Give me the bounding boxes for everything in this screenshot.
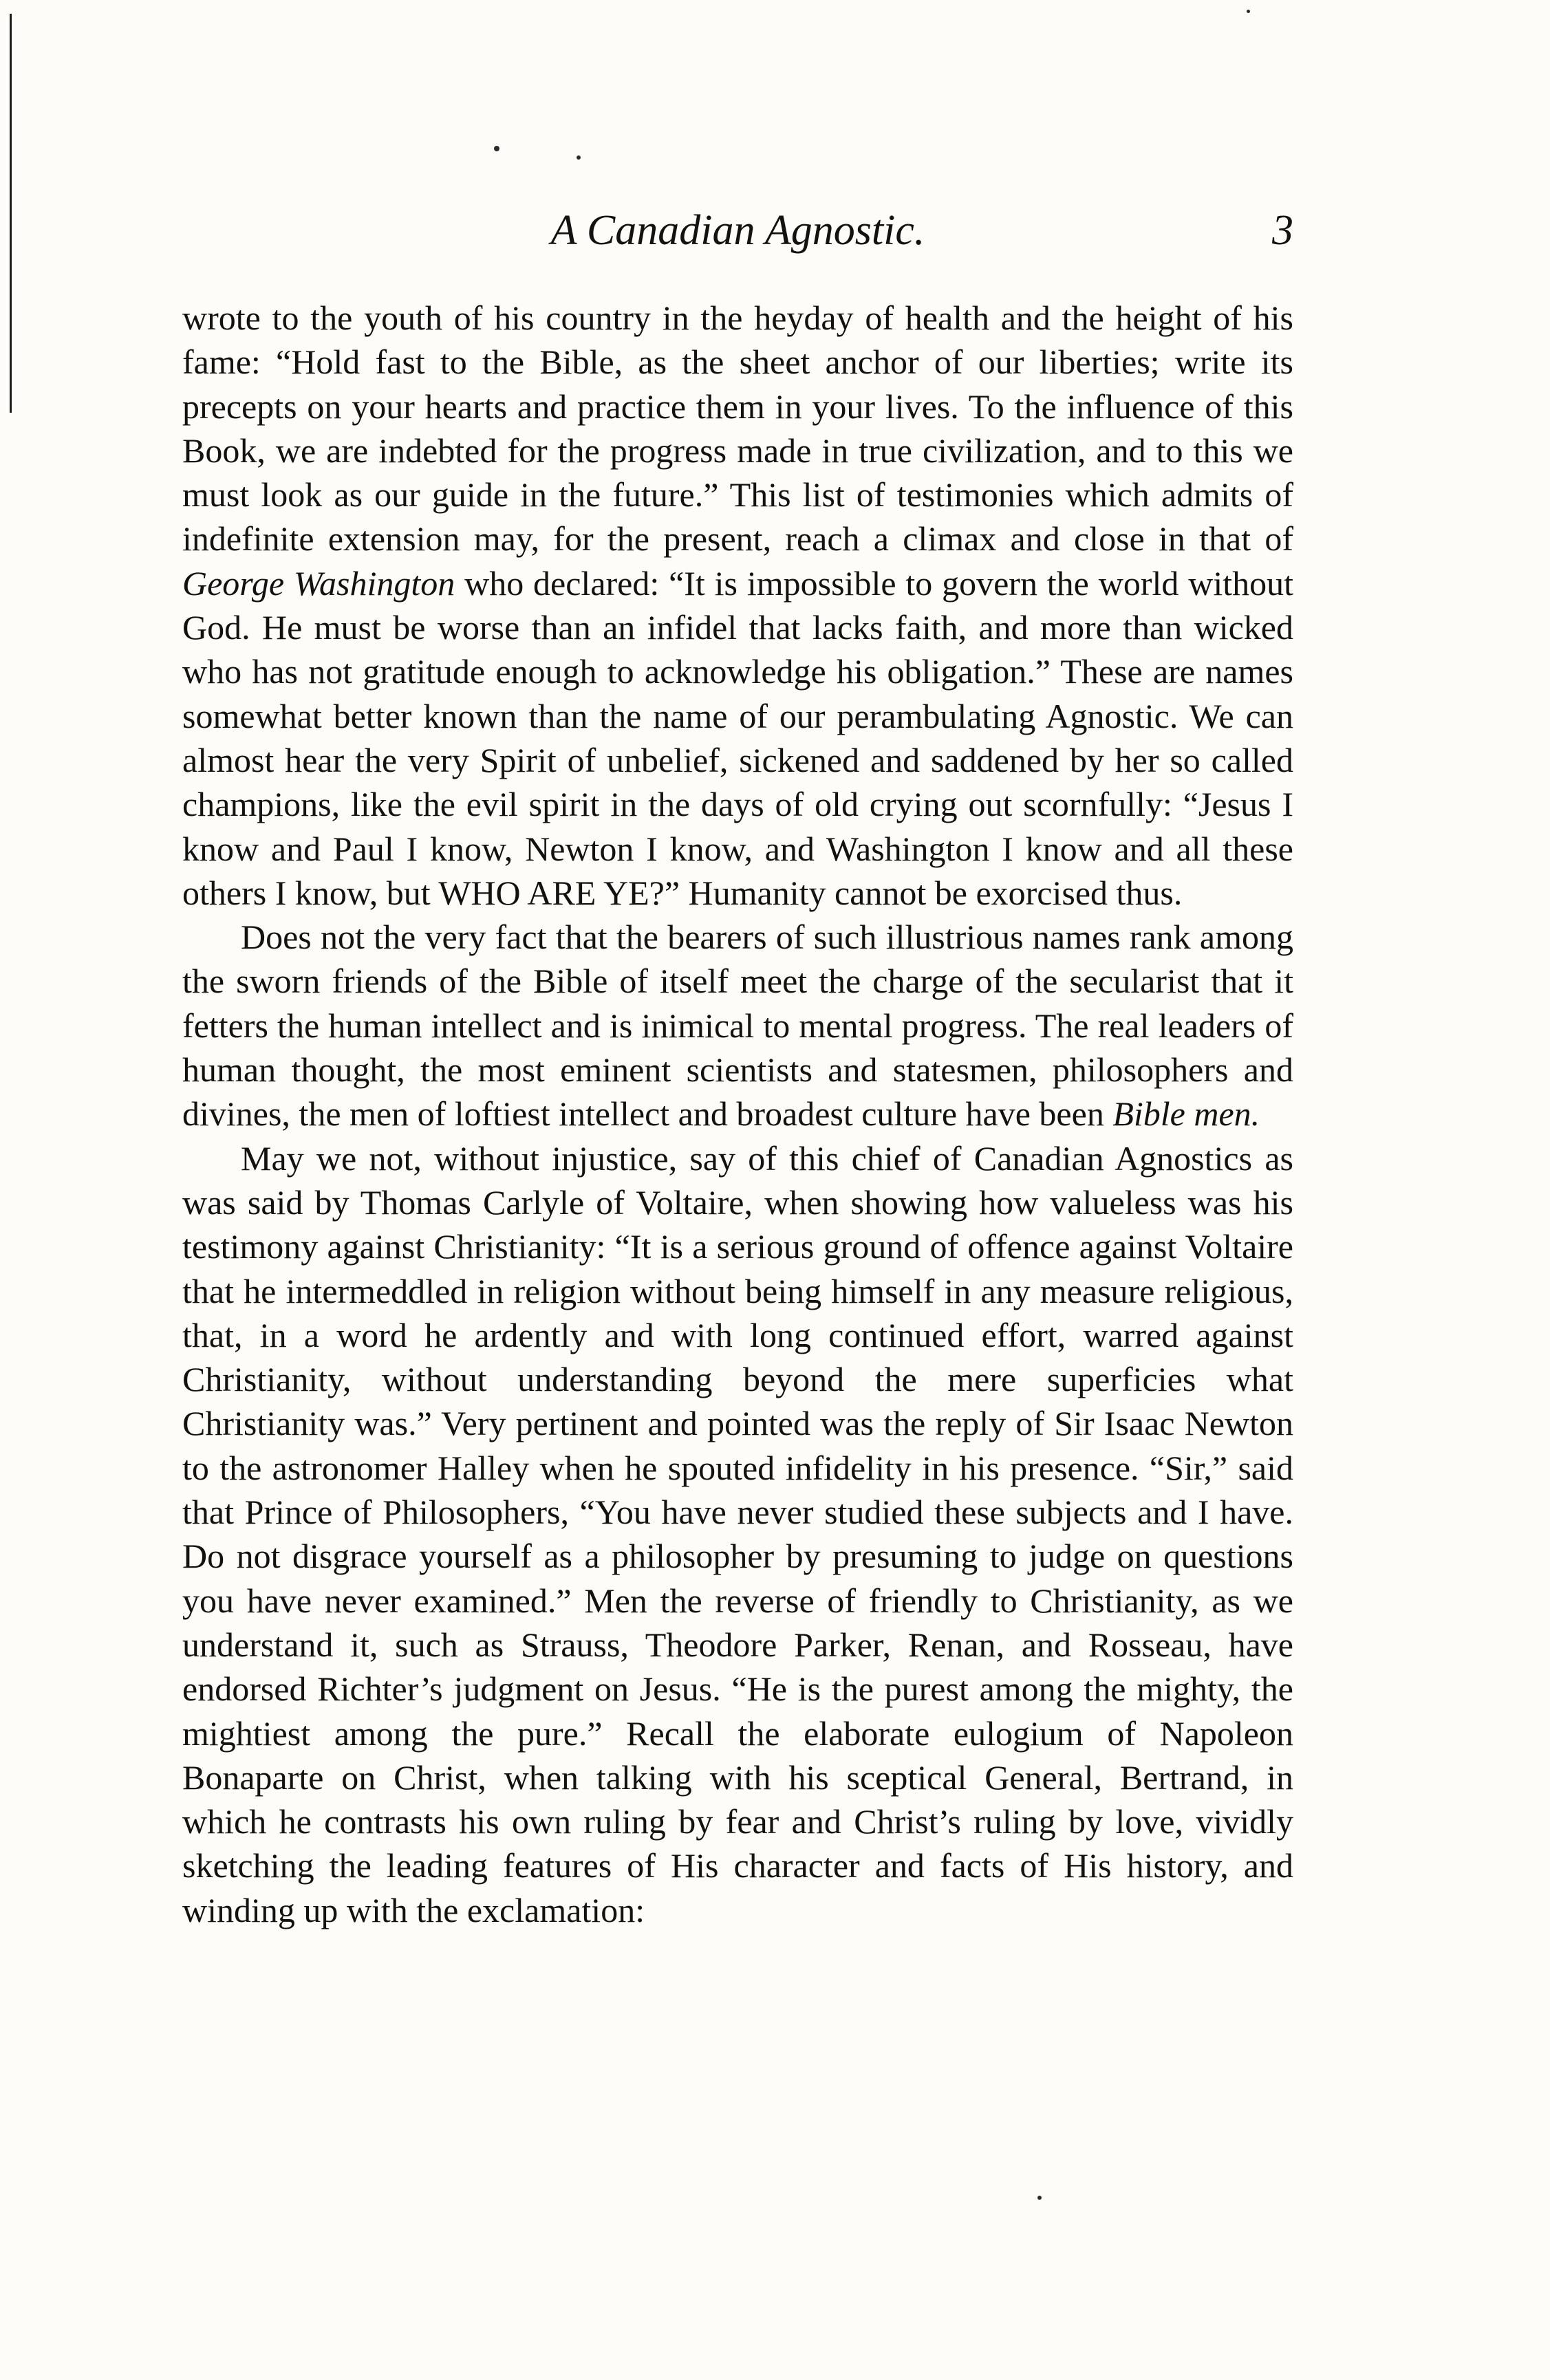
running-title: A Canadian Agnostic. — [550, 207, 925, 254]
scan-speck — [577, 155, 581, 160]
text-run-italic: Bible men. — [1112, 1094, 1260, 1134]
scan-speck — [494, 146, 499, 151]
scan-speck — [1037, 2196, 1042, 2200]
text-run: who declared: “It is impossible to govern the world without God. He must be worse than an infidel that lacks faith, and more than wicked who has not gratitude enough to acknowledge his obligation.” These are names somewhat better known than the name of our perambulating Agnostic. We can almost hear the very Spirit of unbelief, sickened and saddened by her so called champions, like the evil spirit in the days of old crying out scornfully: “Jesus I know and Paul I know, Newton I know, and Washington I know and all these others I know, but WHO ARE YE?” Humanity cannot be exorcised thus. — [182, 563, 1293, 912]
text-run: Does not the very fact that the bearers of such illustrious names rank among the sworn friends of the Bible of itself meet the charge of the secularist that it fetters the human intellect and is inimical to mental progress. The real leaders of human thought, the most eminent scientists and statesmen, philosophers and divines, the men of loftiest intellect and broadest culture have been — [182, 918, 1293, 1134]
text-run: wrote to the youth of his country in the heyday of health and the height of his fame: “Hold fast to the Bible, as the sheet anchor of our liberties; write its precepts on your hearts and practice them in your lives. To the influence of this Book, we are indebted for the progress made in true civilization, and to this we must look as our guide in the future.” This list of testimonies which admits of indefinite extension may, for the present, reach a climax and close in that of — [182, 299, 1293, 559]
body-text — [182, 296, 1293, 1932]
scan-edge-line — [10, 14, 12, 413]
running-header — [182, 206, 1293, 261]
paragraph — [182, 1136, 1293, 1932]
text-run-italic: George Washington — [182, 563, 455, 603]
scan-speck — [1247, 10, 1250, 13]
paragraph — [182, 915, 1293, 1136]
page-number: 3 — [1272, 207, 1293, 254]
paragraph — [182, 296, 1293, 915]
text-run: May we not, without injustice, say of this chief of Canadian Agnostics as was said by Thomas Carlyle of Voltaire, when showing how valueless was his testimony against Christianity: “It is a serious ground of offence against Voltaire that he intermeddled in religion without being himself in any measure religious, that, in a word he ardently and with long continued effort, warred against Christianity, without understanding beyond the mere superficies what Christianity was.” Very pertinent and pointed was the reply of Sir Isaac Newton to the astronomer Halley when he spouted infidelity in his presence. “Sir,” said that Prince of Philosophers, “You have never studied these subjects and I have. Do not disgrace yourself as a philosopher by presuming to judge on questions you have never examined.” Men the reverse of friendly to Christianity, as we understand it, such as Strauss, Theodore Parker, Renan, and Rosseau, have endorsed Richter’s judgment on Jesus. “He is the purest among the mighty, the mightiest among the pure.” Recall the elaborate eulogium of Napoleon Bonaparte on Christ, when talking with his sceptical General, Bertrand, in which he contrasts his own ruling by fear and Christ’s ruling by love, vividly sketching the leading features of His character and facts of His history, and winding up with the exclamation: — [182, 1138, 1293, 1929]
